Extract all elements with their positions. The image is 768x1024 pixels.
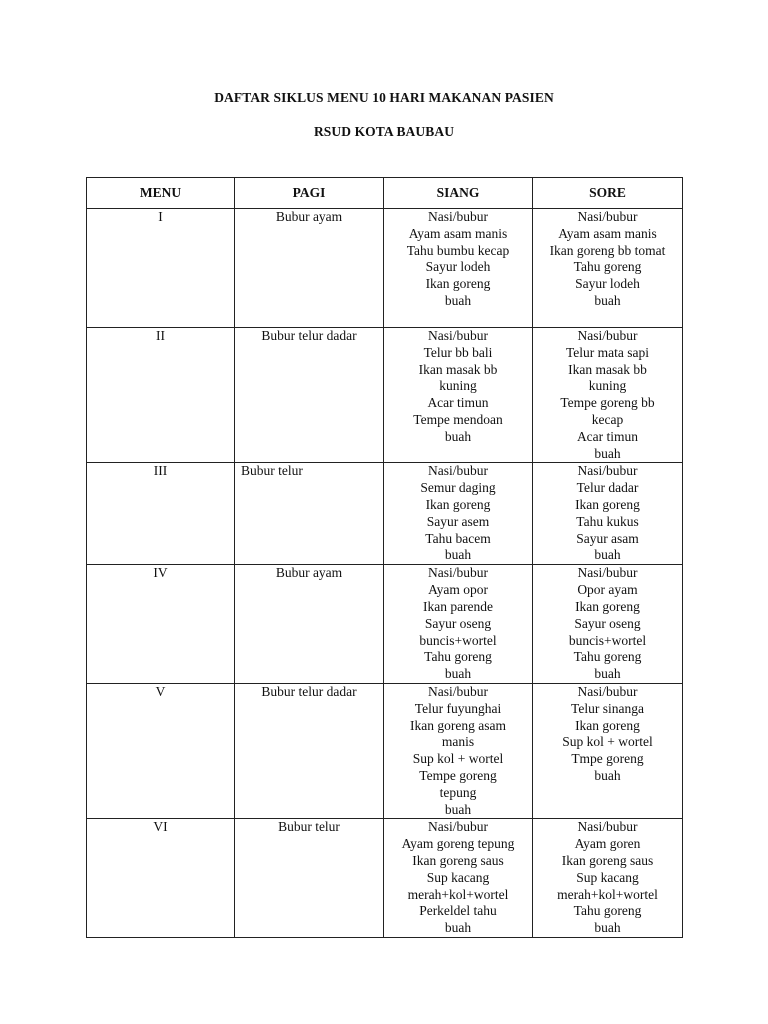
menu-item-line: Ayam goreng tepung <box>401 836 515 852</box>
menu-item-line: Sayur oseng <box>424 615 492 631</box>
menu-item-line: buncis+wortel <box>419 632 497 648</box>
table-row <box>87 819 683 938</box>
menu-item-line: buah <box>594 666 621 682</box>
table-body <box>87 209 683 938</box>
menu-item-line: Tahu goreng <box>573 903 642 919</box>
siang-cell <box>384 565 533 684</box>
sore-cell <box>533 328 683 463</box>
menu-number: II <box>87 328 235 463</box>
menu-item-line: Telur dadar <box>576 480 639 496</box>
menu-item-line: Tahu goreng <box>424 649 492 665</box>
table-row <box>87 463 683 565</box>
menu-number: IV <box>87 565 235 684</box>
menu-item-line: Ikan masak bb <box>568 361 647 377</box>
sore-cell <box>533 565 683 684</box>
menu-item-line: Nasi/bubur <box>577 328 638 343</box>
menu-item-line: buah <box>444 801 472 817</box>
menu-item-line: Nasi/bubur <box>577 565 638 581</box>
menu-item-line: Nasi/bubur <box>428 819 488 835</box>
header-sore: SORE <box>533 178 683 209</box>
menu-item-line: Acar timun <box>427 395 489 411</box>
menu-item-line: Tmpe goreng <box>571 751 644 767</box>
menu-item-line: Ikan goreng <box>575 598 640 614</box>
pagi-cell: Bubur ayam <box>235 565 384 684</box>
menu-item-line: Tempe mendoan <box>413 411 503 427</box>
menu-item-line: Ikan goreng <box>575 496 640 512</box>
table-row <box>87 683 683 818</box>
menu-item-line: Tahu bumbu kecap <box>406 242 510 258</box>
menu-item-line: merah+kol+wortel <box>407 886 509 902</box>
menu-item-line: buncis+wortel <box>568 632 647 648</box>
menu-item-line: Telur fuyunghai <box>414 700 502 716</box>
menu-item-line: Sup kacang <box>576 869 639 885</box>
menu-item-line: manis <box>441 734 475 750</box>
header-menu: MENU <box>87 178 235 209</box>
siang-cell <box>384 819 533 938</box>
menu-item-line: buah <box>444 547 472 563</box>
menu-item-line: Ikan goreng bb tomat <box>549 242 666 258</box>
pagi-cell: Bubur ayam <box>235 209 384 328</box>
pagi-cell: Bubur telur dadar <box>235 683 384 818</box>
menu-item-line: Ayam asam manis <box>558 225 657 241</box>
menu-item-line: buah <box>594 920 621 936</box>
menu-item-line: Ikan goreng saus <box>561 852 654 868</box>
menu-item-line: Ikan goreng asam <box>410 717 506 733</box>
siang-cell <box>384 683 533 818</box>
menu-item-line: Nasi/bubur <box>428 683 488 699</box>
menu-number: V <box>87 683 235 818</box>
menu-item-line: Tempe goreng bb <box>560 395 655 411</box>
menu-item-line: buah <box>444 920 472 936</box>
menu-item-line: buah <box>444 292 472 308</box>
sore-cell <box>533 683 683 818</box>
menu-item-line: Ikan goreng saus <box>412 852 504 868</box>
menu-item-line: Nasi/bubur <box>428 209 488 224</box>
menu-item-line: buah <box>444 666 472 682</box>
pagi-cell: Bubur telur dadar <box>235 328 384 463</box>
pagi-cell: Bubur telur <box>235 463 384 565</box>
table-header-row <box>87 178 683 209</box>
menu-item-line: Nasi/bubur <box>428 328 488 343</box>
menu-item-line: Ikan parende <box>422 598 494 614</box>
document-title: DAFTAR SIKLUS MENU 10 HARI MAKANAN PASIEN <box>214 90 554 105</box>
menu-item-line: Sayur asem <box>426 513 490 529</box>
menu-item-line: tepung <box>439 784 477 800</box>
menu-item-line: Ikan goreng <box>425 496 491 512</box>
document-subtitle: RSUD KOTA BAUBAU <box>313 124 455 139</box>
table-row <box>87 328 683 463</box>
pagi-cell: Bubur telur <box>235 819 384 938</box>
menu-item-line: Telur mata sapi <box>565 344 650 360</box>
menu-item-line: Ayam goren <box>574 836 641 852</box>
menu-item-line: Ayam opor <box>428 582 488 598</box>
menu-item-line: buah <box>594 767 621 783</box>
menu-item-line: buah <box>594 445 621 461</box>
menu-item-line: Nasi/bubur <box>428 463 488 479</box>
sore-cell <box>533 819 683 938</box>
header-pagi: PAGI <box>235 178 384 209</box>
menu-item-line: Nasi/bubur <box>577 683 638 699</box>
siang-cell <box>384 328 533 463</box>
menu-item-line: Tempe goreng <box>419 767 497 783</box>
menu-item-line: buah <box>594 547 621 563</box>
menu-item-line: Opor ayam <box>577 582 638 598</box>
menu-item-line: Sup kacang <box>426 869 490 885</box>
menu-item-line: Sayur oseng <box>574 615 641 631</box>
menu-item-line: Semur daging <box>420 480 496 496</box>
menu-item-line: Perkeldel tahu <box>419 903 497 919</box>
menu-item-line: kuning <box>439 378 477 394</box>
menu-number: VI <box>87 819 235 938</box>
menu-item-line: Ikan goreng <box>425 276 491 292</box>
menu-item-line: merah+kol+wortel <box>557 886 658 902</box>
menu-item-line: Tahu kukus <box>576 513 639 529</box>
table-row <box>87 565 683 684</box>
menu-item-line: buah <box>594 292 621 308</box>
menu-item-line: Nasi/bubur <box>577 819 638 835</box>
sore-cell <box>533 209 683 328</box>
menu-item-line: Nasi/bubur <box>577 209 638 224</box>
menu-item-line: Sayur asam <box>576 530 639 546</box>
menu-item-line: Nasi/bubur <box>428 565 488 581</box>
menu-item-line: Telur sinanga <box>571 700 644 716</box>
menu-item-line: Telur bb bali <box>423 344 493 360</box>
menu-item-line: kuning <box>588 378 627 394</box>
menu-item-line: buah <box>444 428 472 444</box>
menu-item-line: kecap <box>591 411 624 427</box>
menu-item-line: Ayam asam manis <box>408 225 508 241</box>
menu-number: III <box>87 463 235 565</box>
menu-item-line: Sayur lodeh <box>425 259 491 275</box>
siang-cell <box>384 463 533 565</box>
menu-item-line: Ikan masak bb <box>418 361 498 377</box>
sore-cell <box>533 463 683 565</box>
table-row <box>87 209 683 328</box>
menu-item-line: Tahu goreng <box>573 649 642 665</box>
menu-cycle-table <box>86 177 683 938</box>
header-siang: SIANG <box>384 178 533 209</box>
menu-item-line: Sayur lodeh <box>575 276 640 292</box>
menu-item-line: Nasi/bubur <box>577 463 638 479</box>
menu-item-line: Acar timun <box>576 428 639 444</box>
siang-cell <box>384 209 533 328</box>
menu-number: I <box>87 209 235 328</box>
menu-item-line: Ikan goreng <box>575 717 640 733</box>
menu-item-line: Sup kol + wortel <box>412 751 504 767</box>
menu-item-line: Sup kol + wortel <box>562 734 653 750</box>
menu-item-line: Tahu goreng <box>573 259 642 275</box>
menu-item-line: Tahu bacem <box>425 530 491 546</box>
